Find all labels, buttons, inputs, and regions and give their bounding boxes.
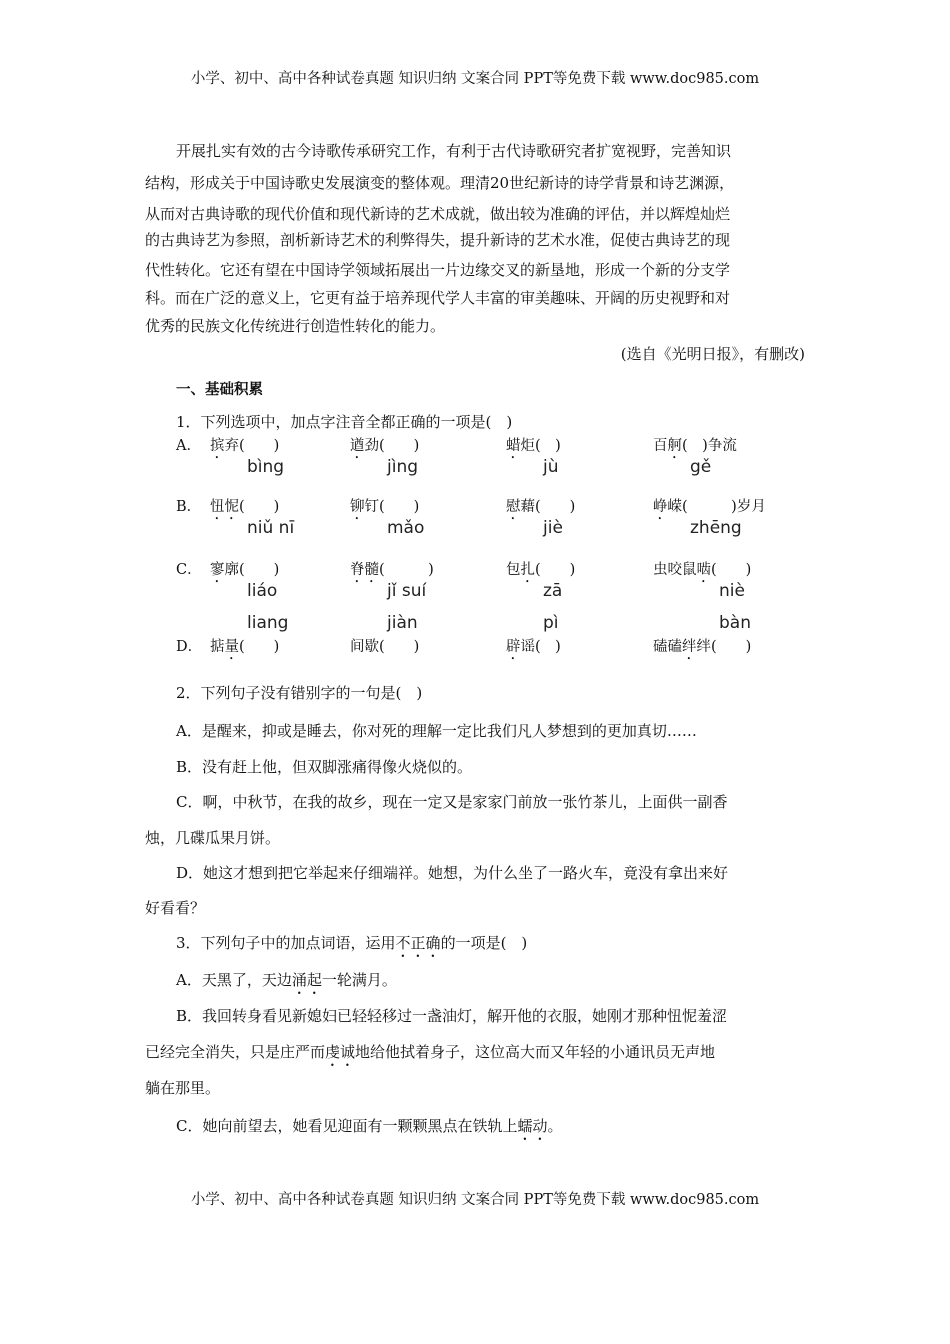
dotted-char: 脊髓 [350, 562, 379, 578]
option-item [506, 497, 575, 523]
word-text: 掂 [210, 639, 225, 655]
question-3-option-b-cont [145, 1042, 715, 1070]
dotted-char: 慰 [506, 499, 521, 515]
passage-line: 从而对古典诗歌的现代价值和现代新诗的艺术成就，做出较为准确的评估，并以辉煌灿烂 [145, 205, 731, 223]
question-2-line: D．她这才想到把它举起来仔细端祥。她想，为什么坐了一路火车，竟没有拿出来好 [176, 864, 729, 882]
pinyin: bìng [247, 457, 285, 477]
passage-line: 科。而在广泛的意义上，它更有益于培养现代学人丰富的审美趣味、开阔的历史视野和对 [145, 289, 731, 307]
word-text: 虫咬鼠 [653, 562, 697, 578]
option-item [653, 637, 751, 663]
word-text: 廓( ) [224, 562, 280, 578]
text: 地给他拭着身子，这位高大而又年轻的小通讯员无声地 [355, 1043, 716, 1061]
word-text: ( ) [535, 562, 576, 578]
word-text: 歇( ) [364, 639, 420, 655]
word-text: 炬( ) [520, 438, 561, 454]
stem-emphasis: 不正确 [395, 934, 441, 952]
question-3-stem [176, 933, 527, 961]
word-text: 嵘( )岁月 [667, 499, 766, 515]
option-label: C． [176, 562, 202, 578]
word-text: 弃( ) [224, 438, 280, 454]
word-text: 绊( ) [696, 639, 752, 655]
dotted-char: 扎 [520, 562, 535, 578]
question-3-option-c [176, 1116, 563, 1144]
dotted-char: 寥 [210, 562, 225, 578]
dotted-char: 峥 [653, 499, 668, 515]
word-text: ( ) [239, 639, 280, 655]
word-text: 钉( ) [364, 499, 420, 515]
stem-text: 的一项是( ) [440, 934, 528, 952]
text: 已经完全消失，只是庄严而 [145, 1043, 326, 1061]
passage-line: 开展扎实有效的古今诗歌传承研究工作，有利于古代诗歌研究者扩宽视野，完善知识 [176, 142, 732, 160]
dotted-char: 量 [224, 639, 239, 655]
passage-line: 代性转化。它还有望在中国诗学领域拓展出一片边缘交叉的新垦地，形成一个新的分支学 [145, 261, 731, 279]
word-text: 间 [350, 639, 365, 655]
text: 一轮满月。 [321, 971, 397, 989]
word-text: 百 [653, 438, 668, 454]
page-header: 小学、初中、高中各种试卷真题 知识归纳 文案合同 PPT等免费下载 www.doc985.com [190, 71, 760, 87]
option-item [506, 560, 575, 586]
option-item [350, 637, 419, 663]
passage-line: 结构，形成关于中国诗歌史发展演变的整体观。理清20世纪新诗的诗学背景和诗艺渊源， [145, 174, 735, 192]
question-2-line: B．没有赶上他，但双脚涨痛得像火烧似的。 [176, 758, 473, 776]
page-footer: 小学、初中、高中各种试卷真题 知识归纳 文案合同 PPT等免费下载 www.doc985.com [190, 1192, 760, 1208]
pinyin: gě [690, 457, 712, 477]
pinyin: jǐ suí [387, 581, 427, 601]
section-heading: 一、基础积累 [176, 382, 263, 398]
pinyin: mǎo [387, 518, 425, 538]
dotted-char: 忸怩 [210, 499, 239, 515]
option-label: B． [176, 499, 202, 515]
question-2-line: 烛，几碟瓜果月饼。 [145, 829, 281, 847]
word-text: 磕磕 [653, 639, 682, 655]
text: C．她向前望去，她看见迎面有一颗颗黑点在铁轨上 [176, 1117, 518, 1135]
passage-line: 的古典诗艺为参照，剖析新诗艺术的利弊得失，提升新诗的艺术水准，促使古典诗艺的现 [145, 231, 731, 249]
pinyin: niè [719, 581, 745, 601]
question-2-stem: 2．下列句子没有错别字的一句是( ) [176, 684, 423, 702]
word-text: 谣( ) [520, 639, 561, 655]
option-label: A． [176, 438, 201, 454]
dotted-word: 虔诚 [325, 1043, 356, 1061]
dotted-word: 蠕动 [517, 1117, 548, 1135]
dotted-char: 蜡 [506, 438, 521, 454]
dotted-char: 铆 [350, 499, 365, 515]
text: 。 [547, 1117, 563, 1135]
pinyin: liang [247, 613, 289, 633]
word-text: 劲( ) [364, 438, 420, 454]
dotted-char: 遒 [350, 438, 365, 454]
source-note: (选自《光明日报》，有删改) [620, 345, 805, 363]
pinyin: zā [543, 581, 563, 601]
pinyin: liáo [247, 581, 278, 601]
question-3-option-a [176, 970, 397, 998]
word-text: ( ) [379, 562, 434, 578]
option-item [210, 637, 279, 663]
question-1-stem: 1．下列选项中，加点字注音全都正确的一项是( ) [176, 413, 513, 431]
pinyin: niǔ nī [247, 518, 295, 538]
dotted-char: 舸 [667, 438, 682, 454]
pinyin: jiè [543, 518, 563, 538]
passage-line: 优秀的民族文化传统进行创造性转化的能力。 [145, 317, 446, 335]
dotted-char: 绊 [682, 639, 697, 655]
pinyin: bàn [719, 613, 751, 633]
word-text: ( )争流 [682, 438, 737, 454]
option-item [506, 637, 561, 663]
question-2-line: A．是醒来，抑或是睡去，你对死的理解一定比我们凡人梦想到的更加真切…… [176, 722, 697, 740]
word-text: ( ) [239, 499, 280, 515]
pinyin: jìng [387, 457, 419, 477]
pinyin: jù [543, 457, 559, 477]
word-text: 藉( ) [520, 499, 576, 515]
option-label: D． [176, 639, 203, 655]
question-2-line: 好看看？ [145, 899, 206, 917]
dotted-char: 啮 [696, 562, 711, 578]
text: A．天黑了，天边 [176, 971, 292, 989]
dotted-char: 摈 [210, 438, 225, 454]
question-3-option-b-end: 躺在那里。 [145, 1079, 221, 1097]
pinyin: pì [543, 613, 559, 633]
stem-text: 3．下列句子中的加点词语，运用 [176, 934, 396, 952]
word-text: ( ) [711, 562, 752, 578]
pinyin: zhēng [690, 518, 742, 538]
dotted-word: 涌起 [291, 971, 322, 989]
dotted-char: 辟 [506, 639, 521, 655]
question-2-line: C．啊，中秋节，在我的故乡，现在一定又是家家门前放一张竹茶儿，上面供一副香 [176, 793, 728, 811]
word-text: 包 [506, 562, 521, 578]
question-3-option-b: B．我回转身看见新媳妇已轻轻移过一盏油灯，解开他的衣服，她刚才那种忸怩羞涩 [176, 1007, 728, 1025]
pinyin: jiàn [387, 613, 418, 633]
